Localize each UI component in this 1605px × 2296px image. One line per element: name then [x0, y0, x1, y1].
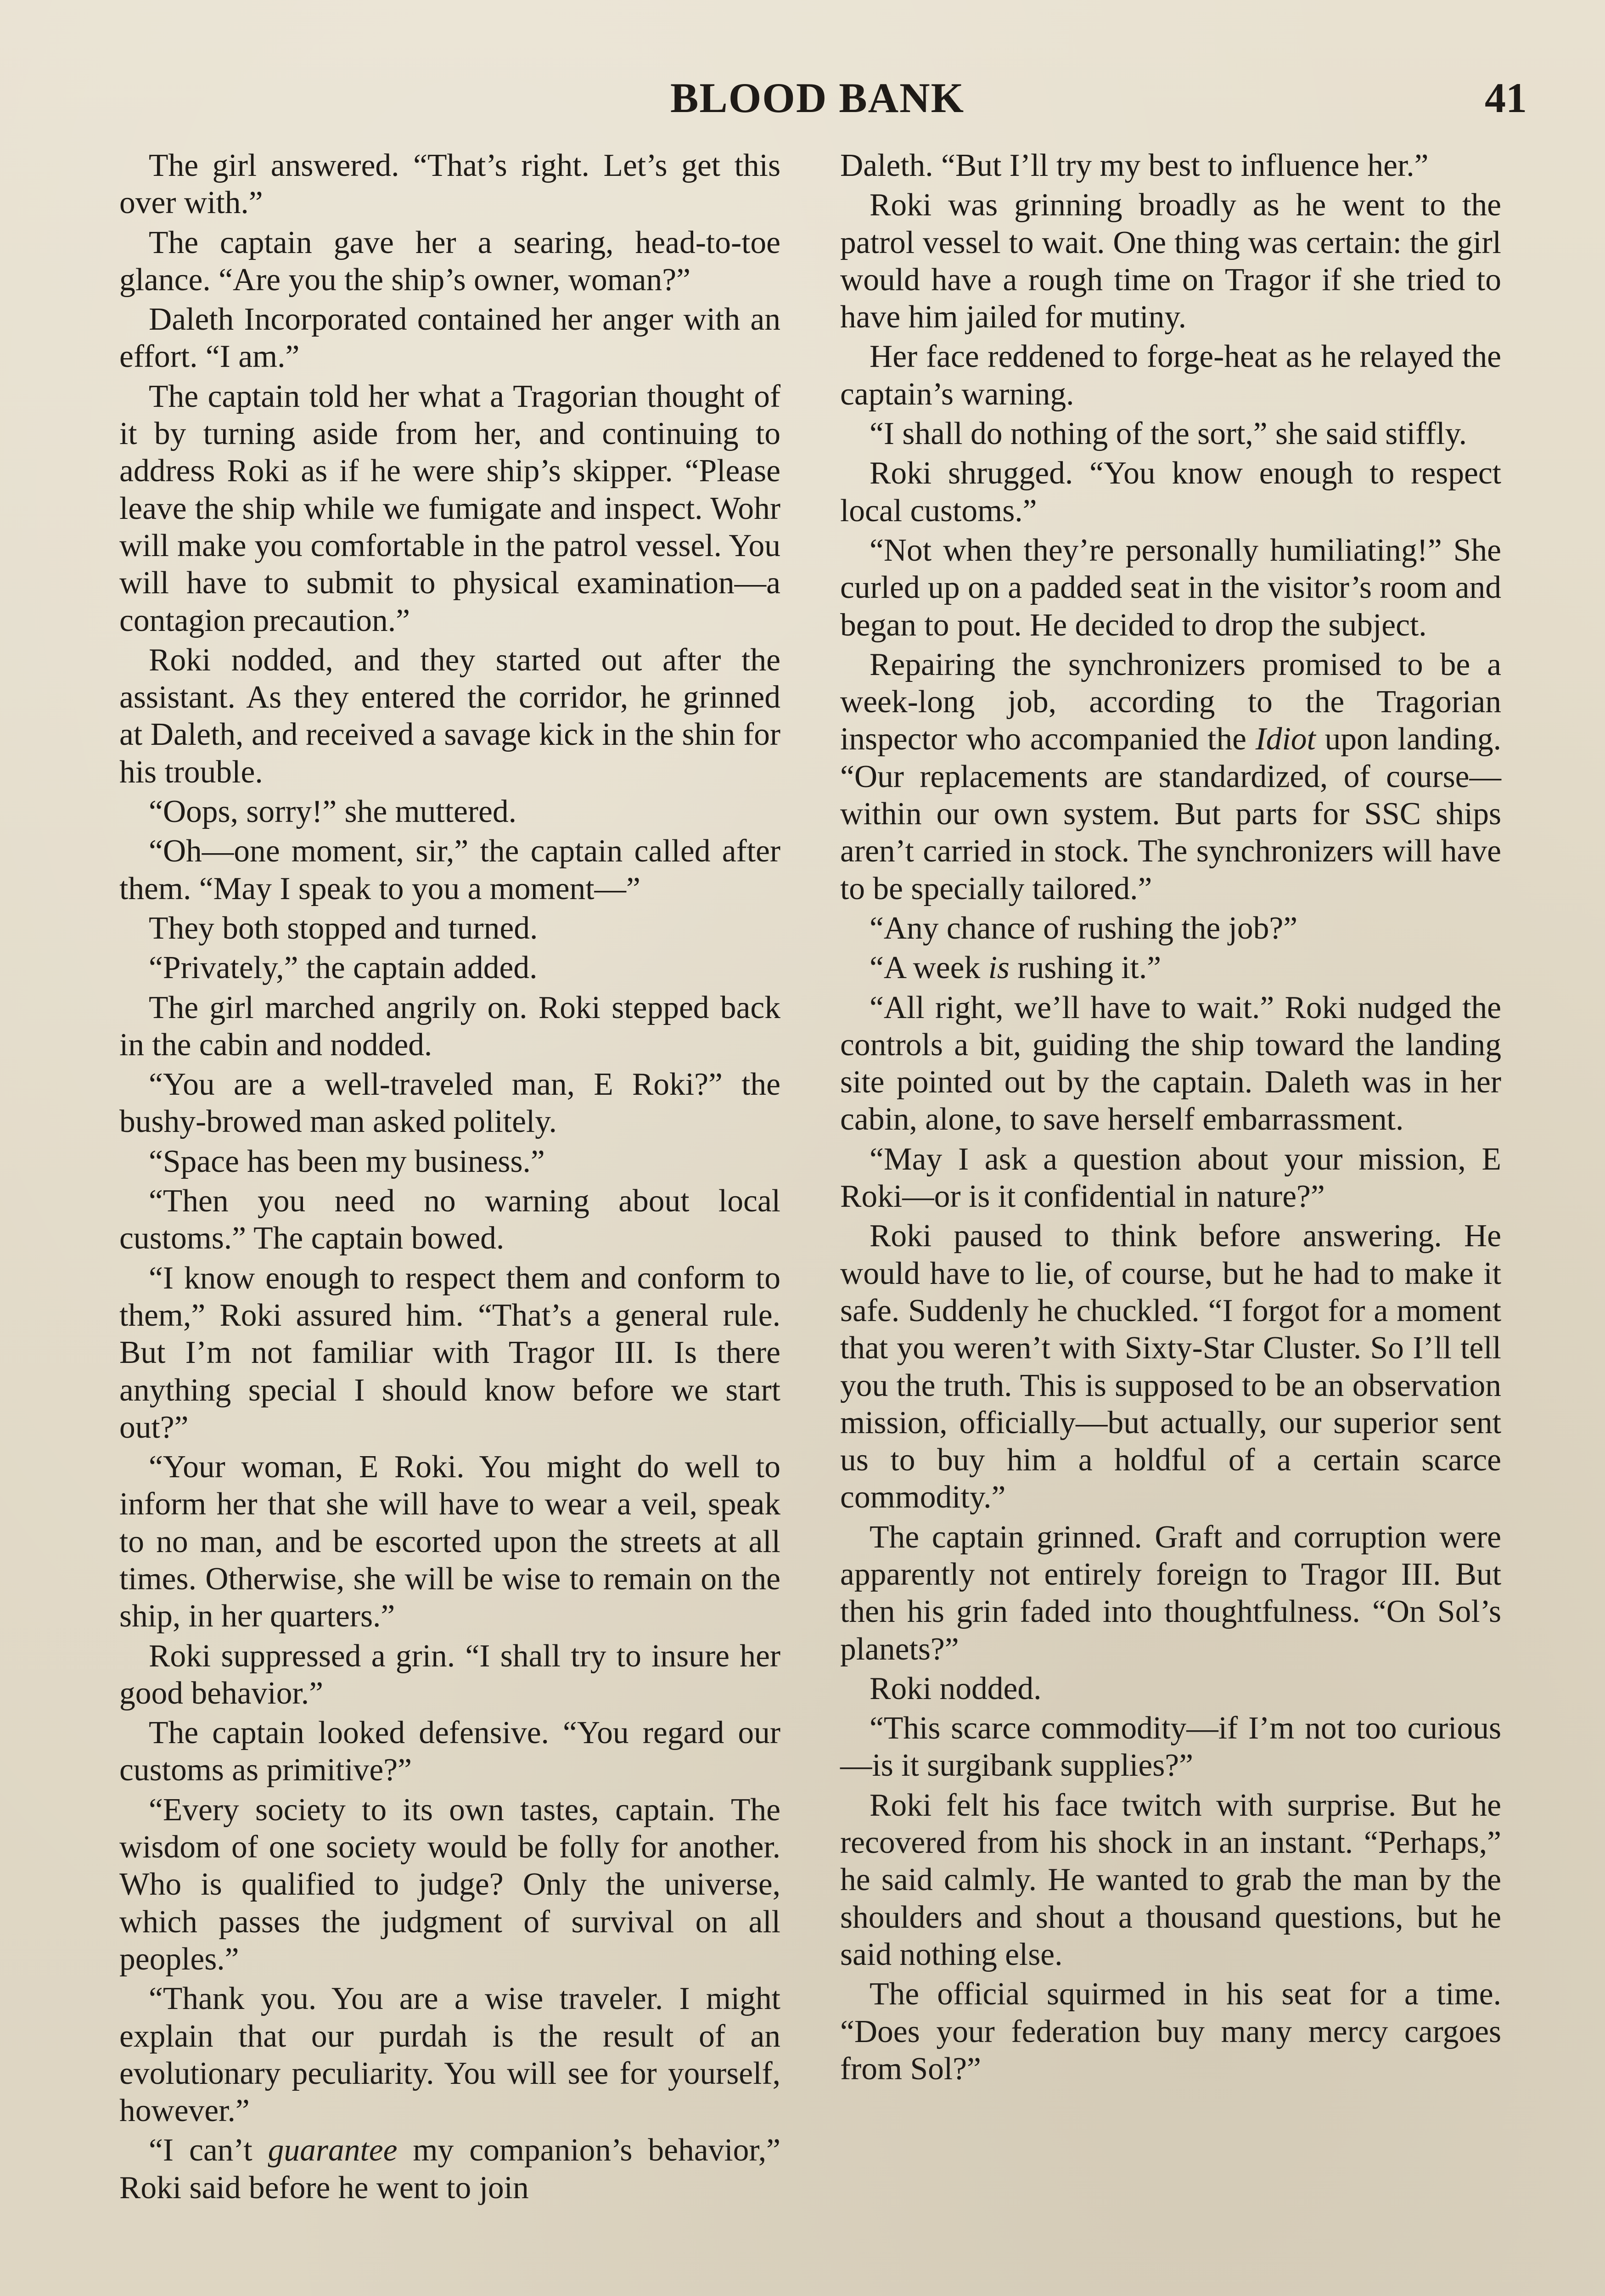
text-run: Roki suppressed a grin. “I shall try to insure her good behavior.”: [119, 1638, 780, 1711]
text-run: The captain told her what a Tragorian thought of it by turning aside from her, and continuing to address Roki as if he were ship’s skipper. “Please leave the ship while we fumigate and inspect. Wohr will make you comfortable in the patrol vessel. You will have to submit to physical examination—a contagion precaution.”: [119, 378, 780, 638]
text-run: “I know enough to respect them and conform to them,” Roki assured him. “That’s a general rule. But I’m not familiar with Tragor III. Is there anything special I should know before we start out?”: [119, 1260, 780, 1445]
paragraph: [840, 989, 1501, 1138]
text-run: “You are a well-traveled man, E Roki?” the bushy-browed man asked politely.: [119, 1067, 780, 1140]
text-run: The captain gave her a searing, head-to-toe glance. “Are you the ship’s owner, woman?”: [119, 225, 780, 298]
paragraph: [119, 301, 780, 376]
text-run: “Privately,” the captain added.: [149, 950, 538, 986]
text-run: “Thank you. You are a wise traveler. I might explain that our purdah is the result of an evolutionary peculiarity. You will see for yourself, however.”: [119, 1981, 780, 2129]
paragraph: [840, 646, 1501, 907]
italic-text: guarantee: [268, 2133, 398, 2168]
left-column: [119, 147, 780, 2209]
paragraph: [119, 1980, 780, 2129]
text-run: “Your woman, E Roki. You might do well to inform her that she will have to wear a veil, speak to no man, and be escorted upon the streets at all times. Otherwise, she will be wise to remain on the ship, in her quarters.”: [119, 1449, 780, 1634]
text-run: “May I ask a question about your mission, E Roki—or is it confidential in nature?”: [840, 1141, 1501, 1215]
text-run: “Then you need no warning about local customs.” The captain bowed.: [119, 1183, 780, 1256]
paragraph: [119, 1791, 780, 1978]
paragraph: [119, 1066, 780, 1141]
text-run: “Every society to its own tastes, captain. The wisdom of one society would be folly for another. Who is qualified to judge? Only the universe, which passes the judgment of survival on all peoples.”: [119, 1792, 780, 1977]
page-number: 41: [1485, 74, 1527, 121]
paragraph: [840, 949, 1501, 986]
page-header: [119, 73, 1527, 124]
paragraph: [840, 1217, 1501, 1516]
paragraph: [119, 1143, 780, 1180]
text-run: Roki nodded.: [870, 1671, 1042, 1706]
text-run: rushing it.”: [1009, 950, 1162, 986]
running-title: BLOOD BANK: [670, 74, 965, 121]
text-run: Roki felt his face twitch with surprise. But he recovered from his shock in an instant. “Perhaps,” he said calmly. He wanted to grab the man by the shoulders and shout a thousand questions, but he said nothing else.: [840, 1787, 1501, 1972]
paragraph: [840, 1787, 1501, 1973]
text-run: Daleth Incorporated contained her anger with an effort. “I am.”: [119, 302, 780, 375]
paragraph: [840, 532, 1501, 644]
paragraph: [840, 1141, 1501, 1216]
paragraph: [840, 147, 1501, 184]
paragraph: [119, 378, 780, 639]
text-run: “I can’t: [149, 2133, 268, 2168]
italic-text: is: [988, 950, 1010, 986]
paragraph: [840, 1519, 1501, 1668]
paragraph: [119, 989, 780, 1064]
paragraph: [119, 833, 780, 907]
paragraph: [840, 1975, 1501, 2088]
paragraph: [840, 415, 1501, 452]
paragraph: [119, 910, 780, 947]
paragraph: [840, 455, 1501, 529]
text-run: The girl marched angrily on. Roki stepped back in the cabin and nodded.: [119, 990, 780, 1063]
paragraph: [840, 186, 1501, 336]
paragraph: [119, 1714, 780, 1789]
paragraph: [119, 1182, 780, 1257]
text-run: upon landing. “Our replacements are standardized, of course—within our own system. But parts for SSC ships aren’t carried in stock. The synchronizers will have to be specially tailored.”: [840, 721, 1501, 906]
paragraph: [119, 949, 780, 986]
italic-text: Idiot: [1255, 721, 1316, 757]
text-run: Roki paused to think before answering. He would have to lie, of course, but he had to make it safe. Suddenly he chuckled. “I forgot for a moment that you weren’t with Sixty-Star Cluster. So I’ll tell you the truth. This is supposed to be an observation mission, officially—but actually, our superior sent us to buy him a holdful of a certain scarce commodity.”: [840, 1218, 1501, 1515]
text-run: Roki shrugged. “You know enough to respect local customs.”: [840, 456, 1501, 529]
paragraph: [119, 793, 780, 830]
paragraph: [840, 338, 1501, 413]
text-run: “Space has been my business.”: [149, 1143, 545, 1179]
paragraph: [840, 1670, 1501, 1707]
text-run: “A week: [870, 950, 988, 986]
text-run: “I shall do nothing of the sort,” she said stiffly.: [870, 416, 1467, 452]
paragraph: [119, 147, 780, 222]
paragraph: [119, 224, 780, 299]
text-run: The official squirmed in his seat for a time. “Does your federation buy many mercy cargoes from Sol?”: [840, 1976, 1501, 2087]
text-run: “Oh—one moment, sir,” the captain called after them. “May I speak to you a moment—”: [119, 833, 780, 906]
text-run: Roki nodded, and they started out after the assistant. As they entered the corridor, he grinned at Daleth, and received a savage kick in the shin for his trouble.: [119, 642, 780, 790]
text-run: “Any chance of rushing the job?”: [870, 910, 1298, 946]
text-run: my companion’s behavior,” Roki said before he went to join: [119, 2133, 780, 2206]
paragraph: [840, 910, 1501, 947]
text-run: “This scarce commodity—if I’m not too curious—is it surgibank supplies?”: [840, 1711, 1501, 1784]
text-run: Roki was grinning broadly as he went to the patrol vessel to wait. One thing was certain: the girl would have a rough time on Tragor if she tried to have him jailed for mutiny.: [840, 187, 1501, 335]
text-run: The girl answered. “That’s right. Let’s get this over with.”: [119, 148, 780, 221]
paragraph: [119, 1260, 780, 1446]
text-run: Her face reddened to forge-heat as he relayed the captain’s warning.: [840, 339, 1501, 412]
paragraph: [119, 642, 780, 791]
paragraph: [119, 1448, 780, 1635]
text-run: Daleth. “But I’ll try my best to influence her.”: [840, 148, 1429, 183]
right-column: [840, 147, 1501, 2090]
text-run: “Not when they’re personally humiliating!” She curled up on a padded seat in the visitor’s room and began to pout. He decided to drop the subject.: [840, 532, 1501, 643]
text-run: The captain grinned. Graft and corruption were apparently not entirely foreign to Tragor III. But then his grin faded into thoughtfulness. “On Sol’s planets?”: [840, 1519, 1501, 1667]
paragraph: [840, 1710, 1501, 1784]
text-run: They both stopped and turned.: [149, 910, 538, 946]
text-run: The captain looked defensive. “You regard our customs as primitive?”: [119, 1715, 780, 1788]
paragraph: [119, 1638, 780, 1712]
text-run: “Oops, sorry!” she muttered.: [149, 794, 516, 830]
text-run: “All right, we’ll have to wait.” Roki nudged the controls a bit, guiding the ship toward the landing site pointed out by the captain. Daleth was in her cabin, alone, to save herself embarrassment.: [840, 990, 1501, 1137]
text-run: Repairing the synchronizers promised to be a week-long job, according to the Tragorian inspector who accompanied the: [840, 647, 1501, 757]
paragraph: [119, 2132, 780, 2206]
